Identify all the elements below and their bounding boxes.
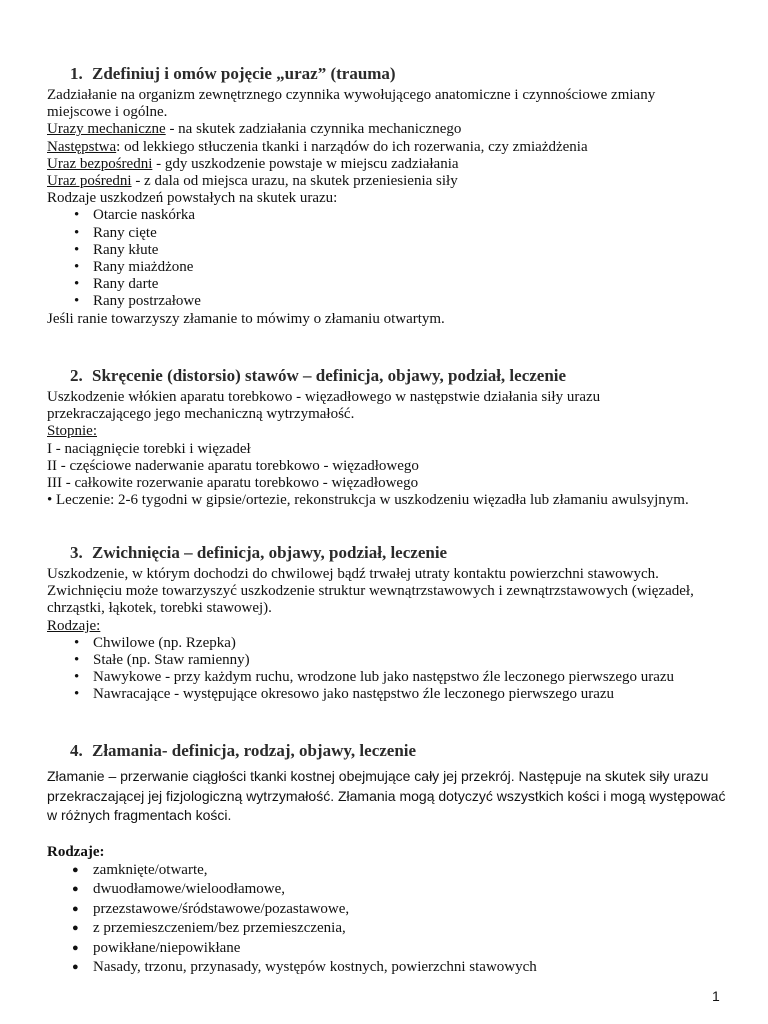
- list-item: • Rany darte: [47, 276, 737, 293]
- section-3-body: [47, 566, 737, 704]
- section-2-definition: Uszkodzenie włókien aparatu torebkowo - więzadłowego w następstwie działania siły urazu przekraczającego jego mechaniczną wytrzymałość.: [47, 389, 601, 423]
- list-item: • Nawykowe - przy każdym ruchu, wrodzone lub jako następstwo źle leczonego pierwszego urazu: [47, 669, 737, 686]
- list-item: • Chwilowe (np. Rzepka): [47, 635, 737, 652]
- grade-line: II - częściowe naderwanie aparatu torebkowo - więzadłowego: [47, 457, 419, 474]
- term: Urazy mechaniczne: [47, 121, 166, 138]
- treatment-line: • Leczenie: 2-6 tygodni w gipsie/ortezie, rekonstrukcja w uszkodzeniu więzadła lub złamaniu awulsyjnym.: [47, 492, 689, 509]
- closing-note: Jeśli ranie towarzyszy złamanie to mówimy o złamaniu otwartym.: [47, 310, 445, 327]
- section-4-body: [47, 767, 737, 977]
- term-line: [47, 121, 737, 138]
- stopnie-label: Stopnie:: [47, 423, 98, 440]
- list-item: • Otarcie naskórka: [47, 207, 737, 224]
- rodzaje-label: Rodzaje:: [47, 843, 105, 860]
- term-line: [47, 139, 737, 156]
- section-4-number: 4.: [70, 741, 83, 760]
- list-item: ● przezstawowe/śródstawowe/pozastawowe,: [47, 900, 737, 919]
- section-3-definition: Uszkodzenie, w którym dochodzi do chwilowej bądź trwałej utraty kontaktu powierzchni stawowych.: [47, 566, 659, 582]
- list-item: • Rany cięte: [47, 225, 737, 242]
- term-description: - gdy uszkodzenie powstaje w miejscu zadziałania: [152, 155, 459, 172]
- fracture-types-list: [47, 861, 737, 977]
- term-description: - z dala od miejsca urazu, na skutek przeniesienia siły: [131, 173, 458, 190]
- list-item: • Rany postrzałowe: [47, 293, 737, 310]
- list-intro: Rodzaje uszkodzeń powstałych na skutek urazu:: [47, 190, 338, 207]
- dislocation-types-list: [47, 635, 737, 704]
- section-3-title: Zwichnięcia – definicja, objawy, podział, leczenie: [92, 543, 448, 562]
- term-description: : od lekkiego stłuczenia tkanki i narządów do ich rozerwania, czy zmiażdżenia: [116, 138, 588, 155]
- section-1-title: Zdefiniuj i omów pojęcie „uraz” (trauma): [92, 64, 396, 83]
- term-description: - na skutek zadziałania czynnika mechanicznego: [165, 121, 462, 138]
- list-item: • Rany miażdżone: [47, 259, 737, 276]
- section-3-number: 3.: [70, 543, 83, 562]
- list-item: • Rany kłute: [47, 242, 737, 259]
- section-2-title: Skręcenie (distorsio) stawów – definicja, objawy, podział, leczenie: [92, 366, 567, 385]
- section-4-title: Złamania- definicja, rodzaj, objawy, leczenie: [92, 741, 417, 760]
- term: Uraz pośredni: [47, 173, 132, 190]
- section-1-heading: [70, 64, 396, 84]
- page-number: 1: [712, 988, 720, 1004]
- grade-line: I - naciągnięcie torebki i więzadeł: [47, 440, 251, 457]
- rodzaje-label-line: [47, 844, 737, 861]
- rodzaje-label: Rodzaje:: [47, 617, 101, 634]
- list-item: ● zamknięte/otwarte,: [47, 861, 737, 880]
- term: Uraz bezpośredni: [47, 155, 153, 172]
- section-2-body: [47, 389, 737, 509]
- grade-line: III - całkowite rozerwanie aparatu torebkowo - więzadłowego: [47, 475, 419, 492]
- section-3-complications: Zwichnięciu może towarzyszyć uszkodzenie struktur wewnątrzstawowych i zewnątrzstawowych (więzadeł, chrząstki, łąkotek, torebki stawowej).: [47, 583, 694, 617]
- list-item: • Stałe (np. Staw ramienny): [47, 652, 737, 669]
- section-1-definition: Zadziałanie na organizm zewnętrznego czynnika wywołującego anatomiczne i czynnościowe zmiany miejscowe i ogólne.: [47, 87, 656, 121]
- list-item: ● Nasady, trzonu, przynasady, występów kostnych, powierzchni stawowych: [47, 958, 737, 977]
- section-1-body: [47, 87, 737, 328]
- term-line: [47, 156, 737, 173]
- section-2-heading: [70, 366, 566, 386]
- section-2-number: 2.: [70, 366, 83, 385]
- section-3-heading: [70, 543, 447, 563]
- list-item: ● z przemieszczeniem/bez przemieszczenia,: [47, 919, 737, 938]
- term-line: [47, 173, 737, 190]
- section-4-heading: [70, 741, 416, 761]
- section-1-number: 1.: [70, 64, 83, 83]
- term: Następstwa: [47, 138, 117, 155]
- list-item: • Nawracające - występujące okresowo jako następstwo źle leczonego pierwszego urazu: [47, 686, 737, 703]
- injury-types-list: [47, 207, 737, 310]
- section-4-definition: Złamanie – przerwanie ciągłości tkanki kostnej obejmujące cały jej przekrój. Następuje na skutek siły urazu przekraczającej jej fizjologiczną wytrzymałość. Złamania mogą dotyczyć wszystkich kości i mogą występować w różnych fragmentach kości.: [47, 768, 726, 824]
- list-item: ● powikłane/niepowikłane: [47, 939, 737, 958]
- list-item: ● dwuodłamowe/wieloodłamowe,: [47, 880, 737, 899]
